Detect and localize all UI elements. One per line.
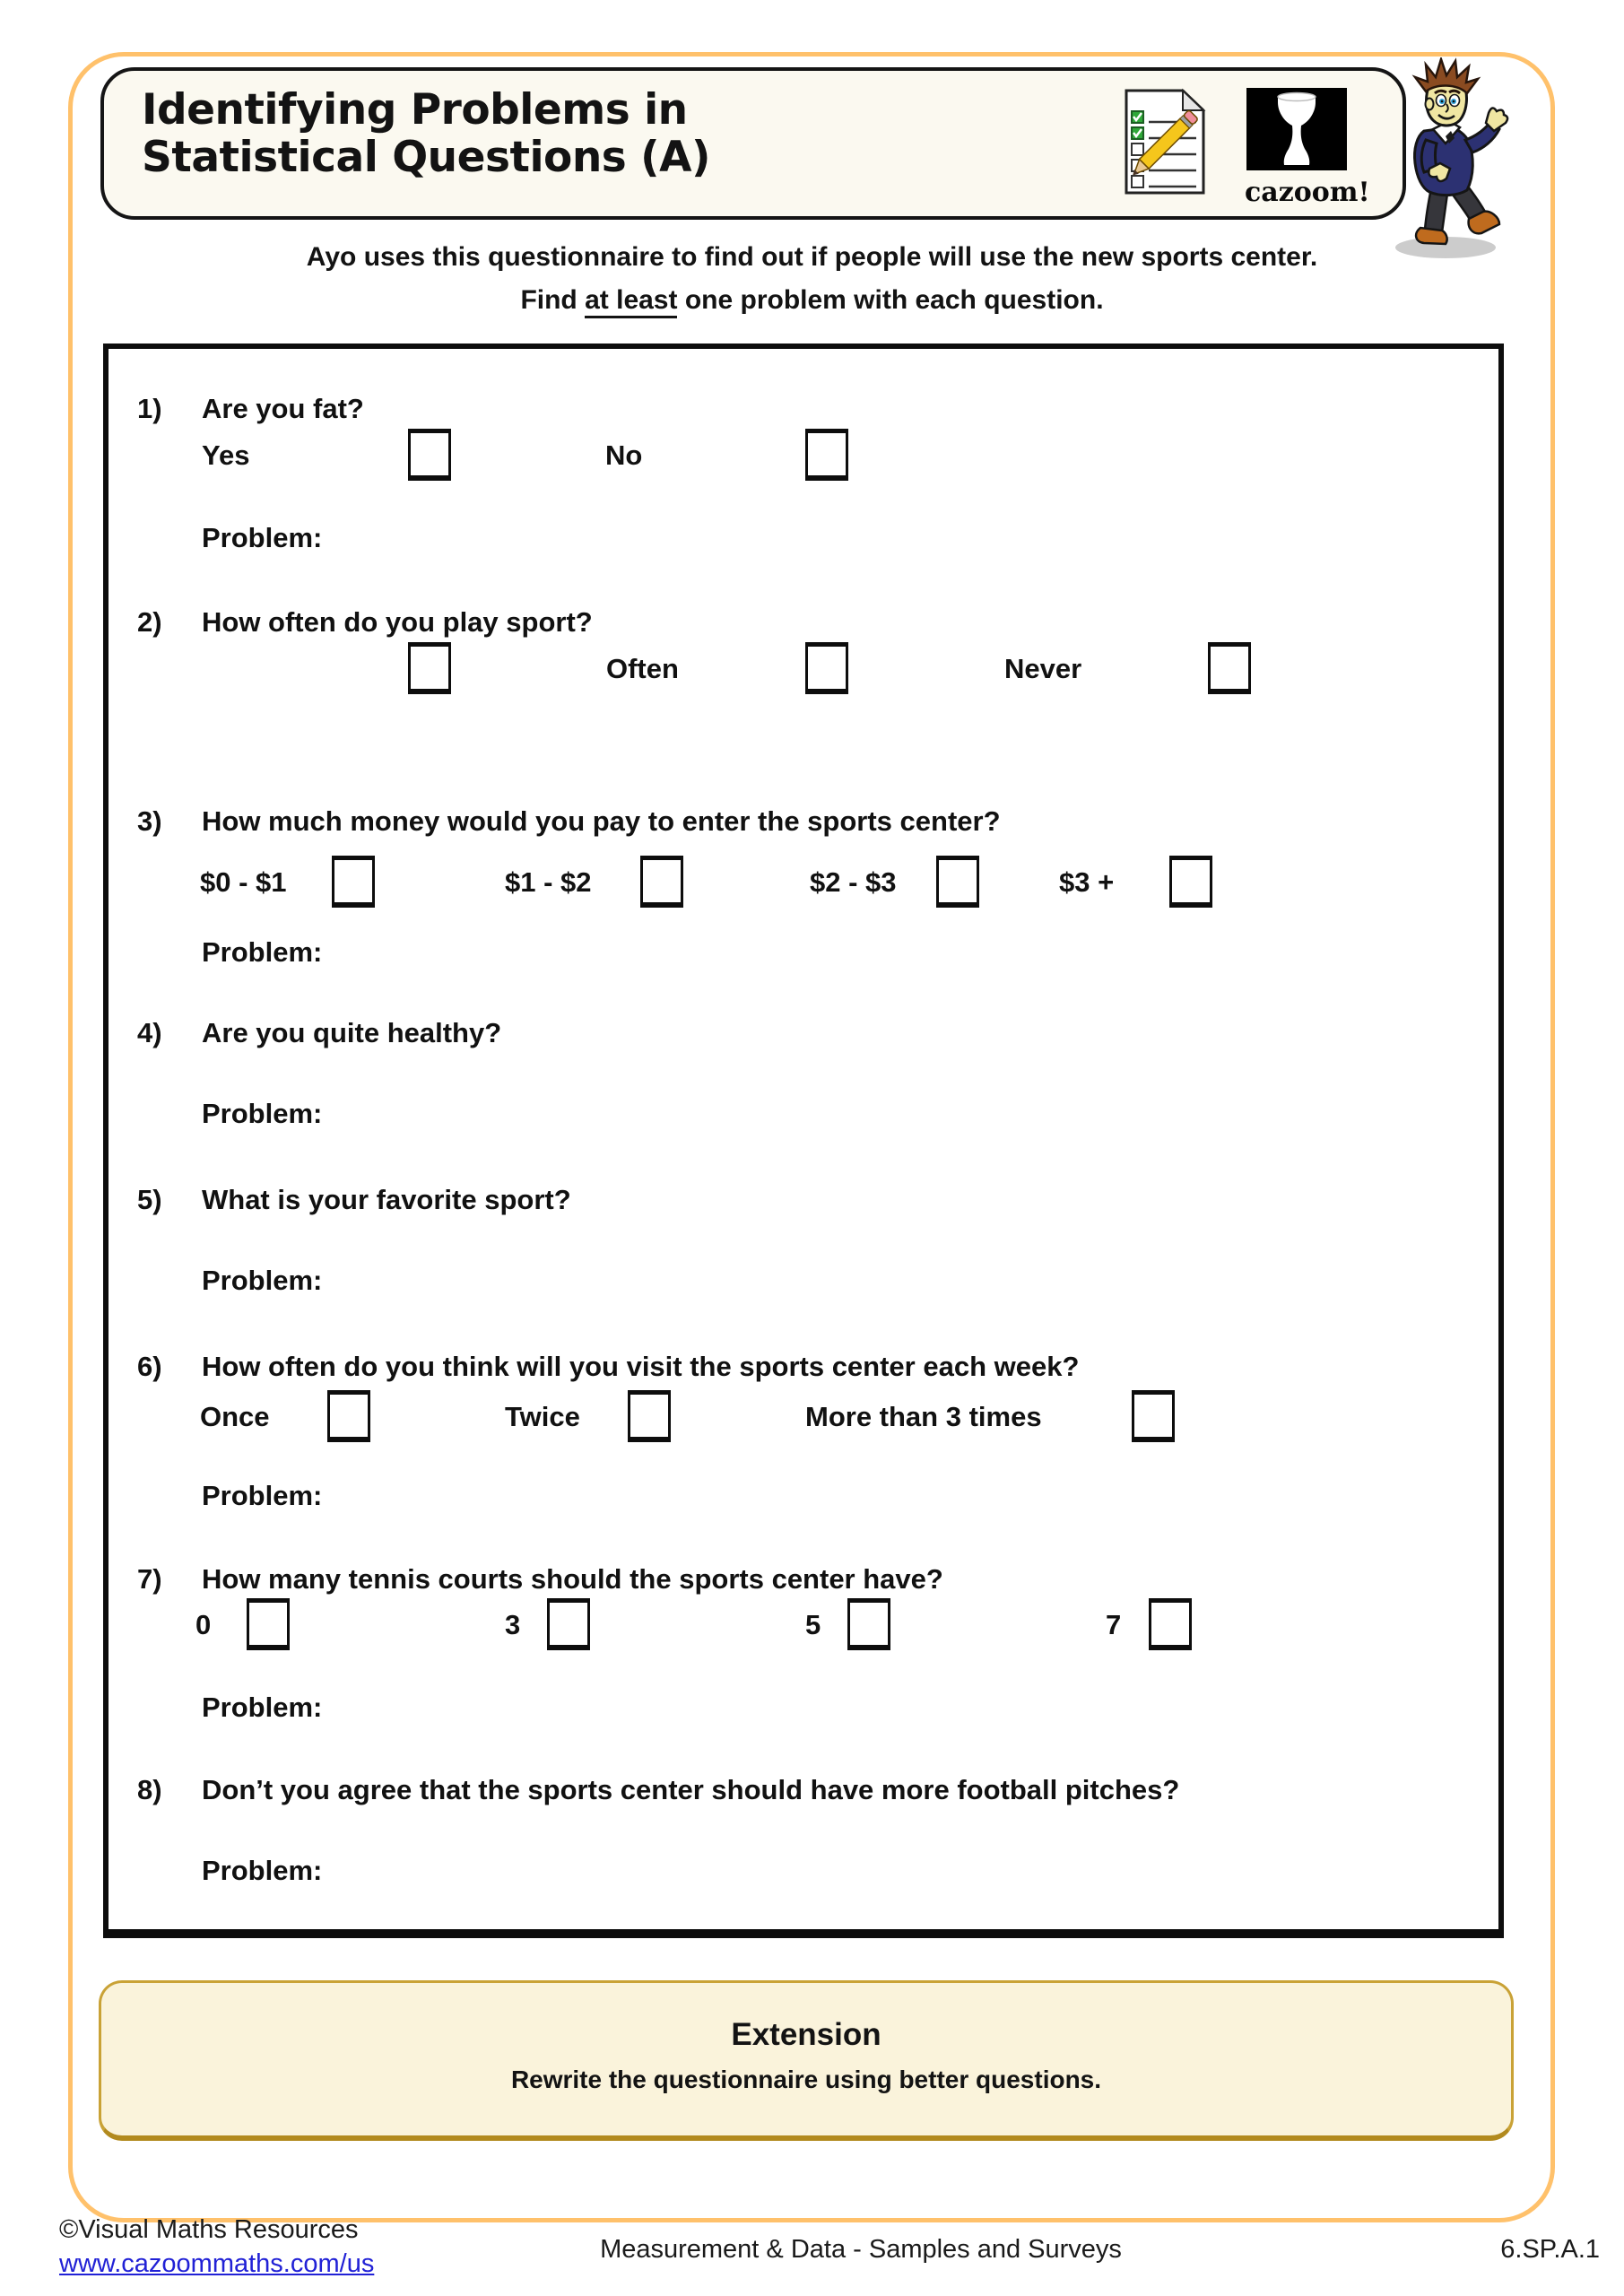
question-1-option-yes: Yes	[202, 439, 250, 471]
footer-url-link[interactable]: www.cazoommaths.com/us	[59, 2249, 375, 2278]
instruction-line-2-suffix: one problem with each question.	[677, 285, 1104, 315]
question-6-option-more: More than 3 times	[805, 1401, 1042, 1432]
page-title	[142, 86, 710, 181]
question-3-option-1: $0 - $1	[200, 866, 287, 898]
question-6-problem-label: Problem:	[202, 1480, 323, 1511]
footer-topic: Measurement & Data - Samples and Surveys	[600, 2235, 1122, 2264]
question-2-number: 2)	[137, 606, 162, 638]
question-3-option-2: $1 - $2	[505, 866, 592, 898]
question-4-text: Are you quite healthy?	[202, 1017, 502, 1048]
question-3-option-4: $3 +	[1059, 866, 1115, 898]
extension-text: Rewrite the questionnaire using better questions.	[510, 2066, 1102, 2093]
question-6-number: 6)	[137, 1351, 162, 1382]
question-1-problem-label: Problem:	[202, 522, 323, 553]
question-8-problem-label: Problem:	[202, 1855, 323, 1886]
question-3-number: 3)	[137, 805, 162, 837]
question-7-option-5: 5	[805, 1609, 821, 1640]
question-7-option-7: 7	[1106, 1609, 1122, 1640]
checklist-pencil-icon	[1122, 87, 1208, 196]
question-3-option-3: $2 - $3	[810, 866, 897, 898]
question-5-text: What is your favorite sport?	[202, 1184, 571, 1215]
question-2-option-often: Often	[606, 653, 679, 684]
question-5-problem-label: Problem:	[202, 1265, 323, 1296]
question-8-number: 8)	[137, 1774, 162, 1805]
question-6-checkbox-twice[interactable]	[628, 1390, 671, 1442]
instruction-line-2	[0, 285, 1624, 316]
question-4-problem-label: Problem:	[202, 1098, 323, 1129]
question-7-option-3: 3	[505, 1609, 521, 1640]
question-7-number: 7)	[137, 1563, 162, 1595]
question-7-text: How many tennis courts should the sports center have?	[202, 1563, 943, 1595]
page-title-line1: Identifying Problems in	[142, 85, 688, 135]
question-2-checkbox-never[interactable]	[1208, 642, 1251, 694]
question-7-option-0: 0	[195, 1609, 212, 1640]
question-8-text: Don’t you agree that the sports center should have more football pitches?	[202, 1774, 1180, 1805]
question-3-checkbox-3[interactable]	[936, 856, 979, 908]
question-3-checkbox-2[interactable]	[640, 856, 683, 908]
question-6-option-once: Once	[200, 1401, 270, 1432]
drum-icon	[1246, 88, 1347, 170]
extension-title: Extension	[731, 2017, 881, 2052]
question-1-number: 1)	[137, 393, 162, 424]
instruction-line-1: Ayo uses this questionnaire to find out if people will use the new sports center.	[306, 242, 1318, 272]
instruction-line-2-prefix: Find	[520, 285, 586, 315]
footer-copyright: ©Visual Maths Resources	[59, 2215, 359, 2244]
question-1-option-no: No	[605, 439, 643, 471]
instruction-line-2-underlined: at least	[585, 285, 677, 318]
question-7-checkbox-3[interactable]	[547, 1598, 590, 1650]
question-6-option-twice: Twice	[505, 1401, 580, 1432]
question-6-checkbox-more[interactable]	[1132, 1390, 1175, 1442]
question-2-checkbox-unlabeled[interactable]	[408, 642, 451, 694]
question-7-checkbox-5[interactable]	[847, 1598, 890, 1650]
question-1-checkbox-yes[interactable]	[408, 429, 451, 481]
question-2-checkbox-often[interactable]	[805, 642, 848, 694]
boy-mascot-illustration	[1388, 57, 1519, 264]
question-6-checkbox-once[interactable]	[327, 1390, 370, 1442]
question-7-checkbox-7[interactable]	[1149, 1598, 1192, 1650]
question-3-problem-label: Problem:	[202, 936, 323, 968]
question-3-checkbox-4[interactable]	[1169, 856, 1212, 908]
question-2-text: How often do you play sport?	[202, 606, 593, 638]
question-4-number: 4)	[137, 1017, 162, 1048]
page-title-line2: Statistical Questions (A)	[142, 133, 710, 183]
question-1-text: Are you fat?	[202, 393, 364, 424]
extension-panel	[99, 1980, 1514, 2141]
question-5-number: 5)	[137, 1184, 162, 1215]
cazoom-logo	[1245, 88, 1370, 208]
question-2-option-never: Never	[1004, 653, 1082, 684]
question-3-checkbox-1[interactable]	[332, 856, 375, 908]
question-3-text: How much money would you pay to enter the sports center?	[202, 805, 1001, 837]
question-7-problem-label: Problem:	[202, 1692, 323, 1723]
question-1-checkbox-no[interactable]	[805, 429, 848, 481]
question-7-checkbox-0[interactable]	[247, 1598, 290, 1650]
brand-name: cazoom!	[1245, 177, 1370, 208]
footer-standard-code: 6.SP.A.1	[1500, 2235, 1600, 2264]
question-6-text: How often do you think will you visit the sports center each week?	[202, 1351, 1080, 1382]
